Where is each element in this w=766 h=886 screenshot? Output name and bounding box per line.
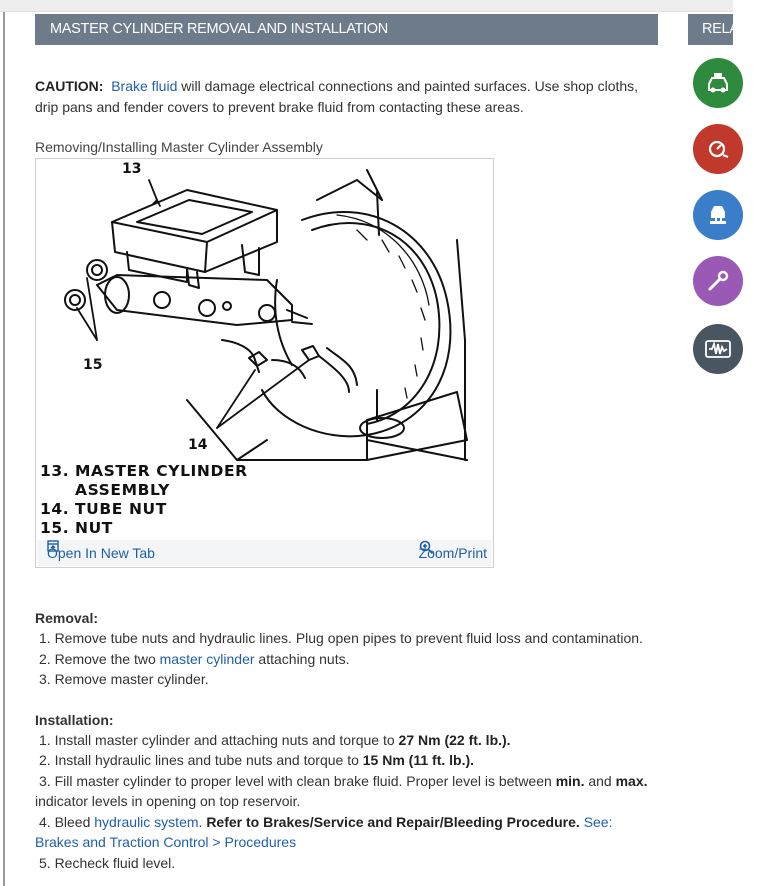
zoom-print-link[interactable]: Zoom/Print	[419, 540, 487, 566]
section-title: MASTER CYLINDER REMOVAL AND INSTALLATION	[35, 14, 658, 45]
installation-step: 3. Fill master cylinder to proper level with clean brake fluid. Proper level is between min. and max. indicator levels in opening on top reservoir.	[35, 772, 648, 809]
wrench-tool-icon	[706, 269, 730, 293]
reservoir	[112, 190, 277, 288]
left-border	[3, 12, 5, 886]
vehicle-service-icon	[705, 72, 731, 94]
installation-title: Installation:	[35, 711, 114, 728]
zoom-in-icon	[419, 540, 434, 555]
removal-step: 1. Remove tube nuts and hydraulic lines. Plug open pipes to prevent fluid loss and contamination.	[39, 630, 643, 646]
article	[35, 14, 658, 873]
related-sidebar	[688, 14, 766, 45]
tube-lines	[222, 340, 357, 392]
hydraulic-system-link[interactable]: hydraulic system	[94, 813, 199, 830]
callout-14: 14	[188, 437, 208, 453]
caution-note	[35, 76, 658, 118]
figure-legend	[40, 462, 248, 538]
waveform-meter-icon	[705, 339, 731, 359]
legend-row: ASSEMBLY	[75, 481, 170, 499]
diagnostic-gauge-icon	[706, 137, 730, 161]
master-cylinder-link[interactable]: master cylinder	[159, 650, 255, 667]
open-in-new-tab-icon	[47, 540, 59, 552]
figure-image[interactable]	[37, 160, 492, 566]
caution-label: CAUTION:	[35, 78, 104, 94]
callout-13: 13	[122, 161, 142, 177]
cylinder-body	[97, 275, 312, 325]
wrench-tool-button[interactable]	[693, 256, 743, 306]
removal-step: 2. Remove the two master cylinder attaching nuts.	[39, 650, 350, 667]
legend-row: 13. MASTER CYLINDER	[40, 462, 248, 480]
installation-step: 5. Recheck fluid level.	[39, 854, 176, 871]
installation-step: 1. Install master cylinder and attaching nuts and torque to 27 Nm (22 ft. lb.).	[39, 731, 511, 748]
firewall-line	[367, 170, 382, 200]
figure-frame	[35, 158, 494, 568]
related-title: RELATED	[688, 14, 733, 45]
figure-footer	[37, 540, 492, 566]
installation-step: 2. Install hydraulic lines and tube nuts and torque to 15 Nm (11 ft. lb.).	[39, 752, 475, 768]
installation-step: 4. Bleed hydraulic system. Refer to Brakes/Service and Repair/Bleeding Procedure. See: Brakes and Traction Control > Procedures	[35, 813, 613, 850]
callout-15: 15	[83, 357, 103, 373]
legend-row: 14. TUBE NUT	[40, 500, 167, 518]
vehicle-service-button[interactable]	[693, 58, 743, 108]
top-bar	[0, 0, 733, 12]
brakes-procedures-link[interactable]: See: Brakes and Traction Control > Procedures	[35, 813, 613, 850]
vehicle-lift-button[interactable]	[693, 190, 743, 240]
brake-fluid-link[interactable]: Brake fluid	[111, 78, 178, 94]
vehicle-lift-icon	[706, 202, 730, 228]
legend-row: 15. NUT	[40, 519, 113, 537]
waveform-meter-button[interactable]	[693, 324, 743, 374]
nut-parts	[65, 260, 107, 310]
caution-text: will damage electrical connections and painted surfaces. Use shop cloths, drip pans and fender covers to prevent brake fluid from contacting these areas.	[35, 78, 639, 115]
removal-title: Removal:	[35, 610, 99, 626]
open-in-new-tab-link[interactable]: Open In New Tab	[47, 540, 155, 566]
diagnostic-gauge-button[interactable]	[693, 124, 743, 174]
figure-caption: Removing/Installing Master Cylinder Assembly	[35, 139, 323, 155]
removal-step: 3. Remove master cylinder.	[39, 671, 209, 687]
